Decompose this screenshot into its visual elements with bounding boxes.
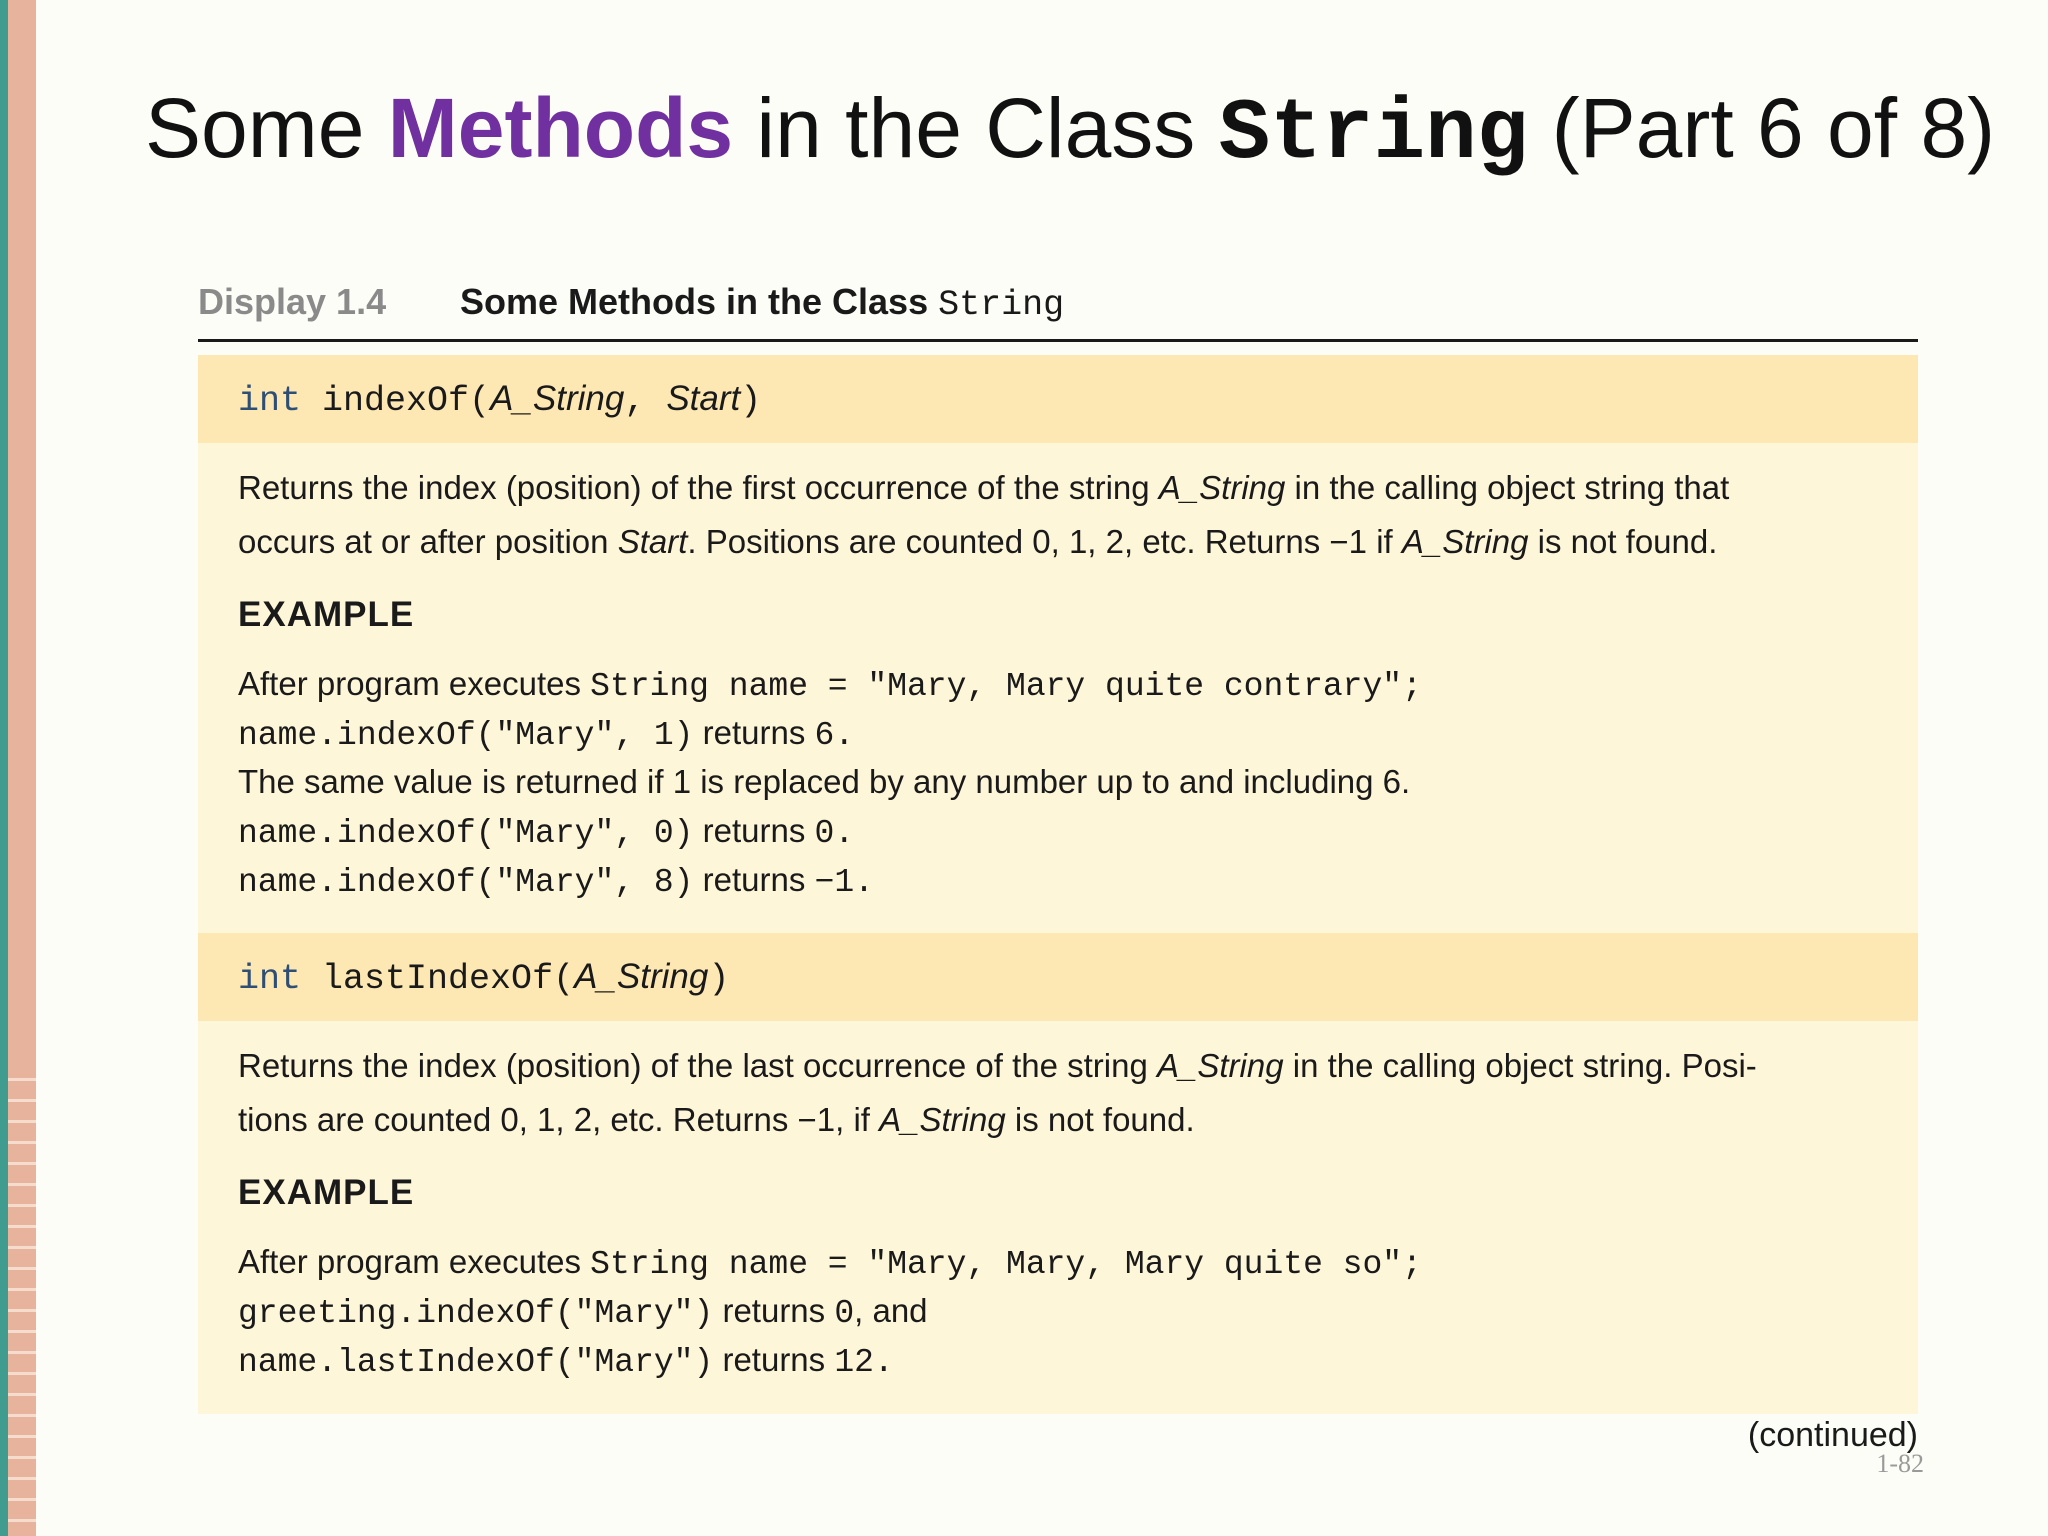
example-line: After program executes String name = "Mary, Mary, Mary quite so"; [238, 1243, 1422, 1283]
method-signature-lastindexof [198, 933, 1918, 1021]
return-type: int [238, 381, 302, 421]
display-title [460, 281, 1064, 325]
return-type: int [238, 959, 302, 999]
example-line: name.indexOf("Mary", 8) returns −1. [238, 861, 874, 901]
method-body-indexof [198, 443, 1918, 933]
method-description-line: Returns the index (position) of the last occurrence of the string A_String in the calling object string. Posi- [238, 1047, 1757, 1084]
example-line: name.indexOf("Mary", 0) returns 0. [238, 812, 855, 852]
title-highlight: Methods [387, 81, 734, 175]
param: Start [666, 379, 741, 418]
slide-left-decoration [0, 0, 36, 1536]
title-text: (Part 6 of 8) [1528, 81, 1996, 175]
param: A_String [490, 379, 625, 418]
param: A_String [574, 957, 709, 996]
display-label: Display 1.4 [198, 281, 387, 322]
display-title-text: Some Methods in the Class [460, 281, 939, 322]
left-striped-pattern [8, 1060, 36, 1536]
example-line: After program executes String name = "Mary, Mary quite contrary"; [238, 665, 1422, 705]
display-title-code: String [938, 285, 1065, 325]
method-description-line: Returns the index (position) of the first occurrence of the string A_String in the calling object string that [238, 469, 1730, 506]
method-description-line: tions are counted 0, 1, 2, etc. Returns −1, if A_String is not found. [238, 1101, 1195, 1138]
title-text: in the Class [733, 81, 1219, 175]
example-line: name.lastIndexOf("Mary") returns 12. [238, 1341, 894, 1381]
method-name: lastIndexOf( [322, 959, 575, 999]
paren: ) [708, 959, 730, 999]
example-line: name.indexOf("Mary", 1) returns 6. [238, 714, 855, 754]
method-description-line: occurs at or after position Start. Positions are counted 0, 1, 2, etc. Returns −1 if A_String is not found. [238, 523, 1718, 560]
title-code: String [1218, 85, 1529, 183]
example-heading: EXAMPLE [238, 1173, 415, 1212]
example-line: The same value is returned if 1 is replaced by any number up to and including 6. [238, 763, 1411, 800]
continued-note: (continued) [1747, 1416, 1918, 1454]
title-text: Some [145, 81, 388, 175]
method-name: indexOf( [322, 381, 491, 421]
method-body-lastindexof [198, 1021, 1918, 1414]
paren: ) [740, 381, 762, 421]
param-separator: , [624, 381, 667, 421]
method-signature-indexof [198, 355, 1918, 443]
display-header [198, 275, 1918, 342]
slide-number: 1-82 [1876, 1449, 1924, 1478]
left-accent-stripe [0, 0, 8, 1536]
example-heading: EXAMPLE [238, 595, 415, 634]
slide-title [145, 78, 2015, 184]
example-line: greeting.indexOf("Mary") returns 0, and [238, 1292, 928, 1332]
